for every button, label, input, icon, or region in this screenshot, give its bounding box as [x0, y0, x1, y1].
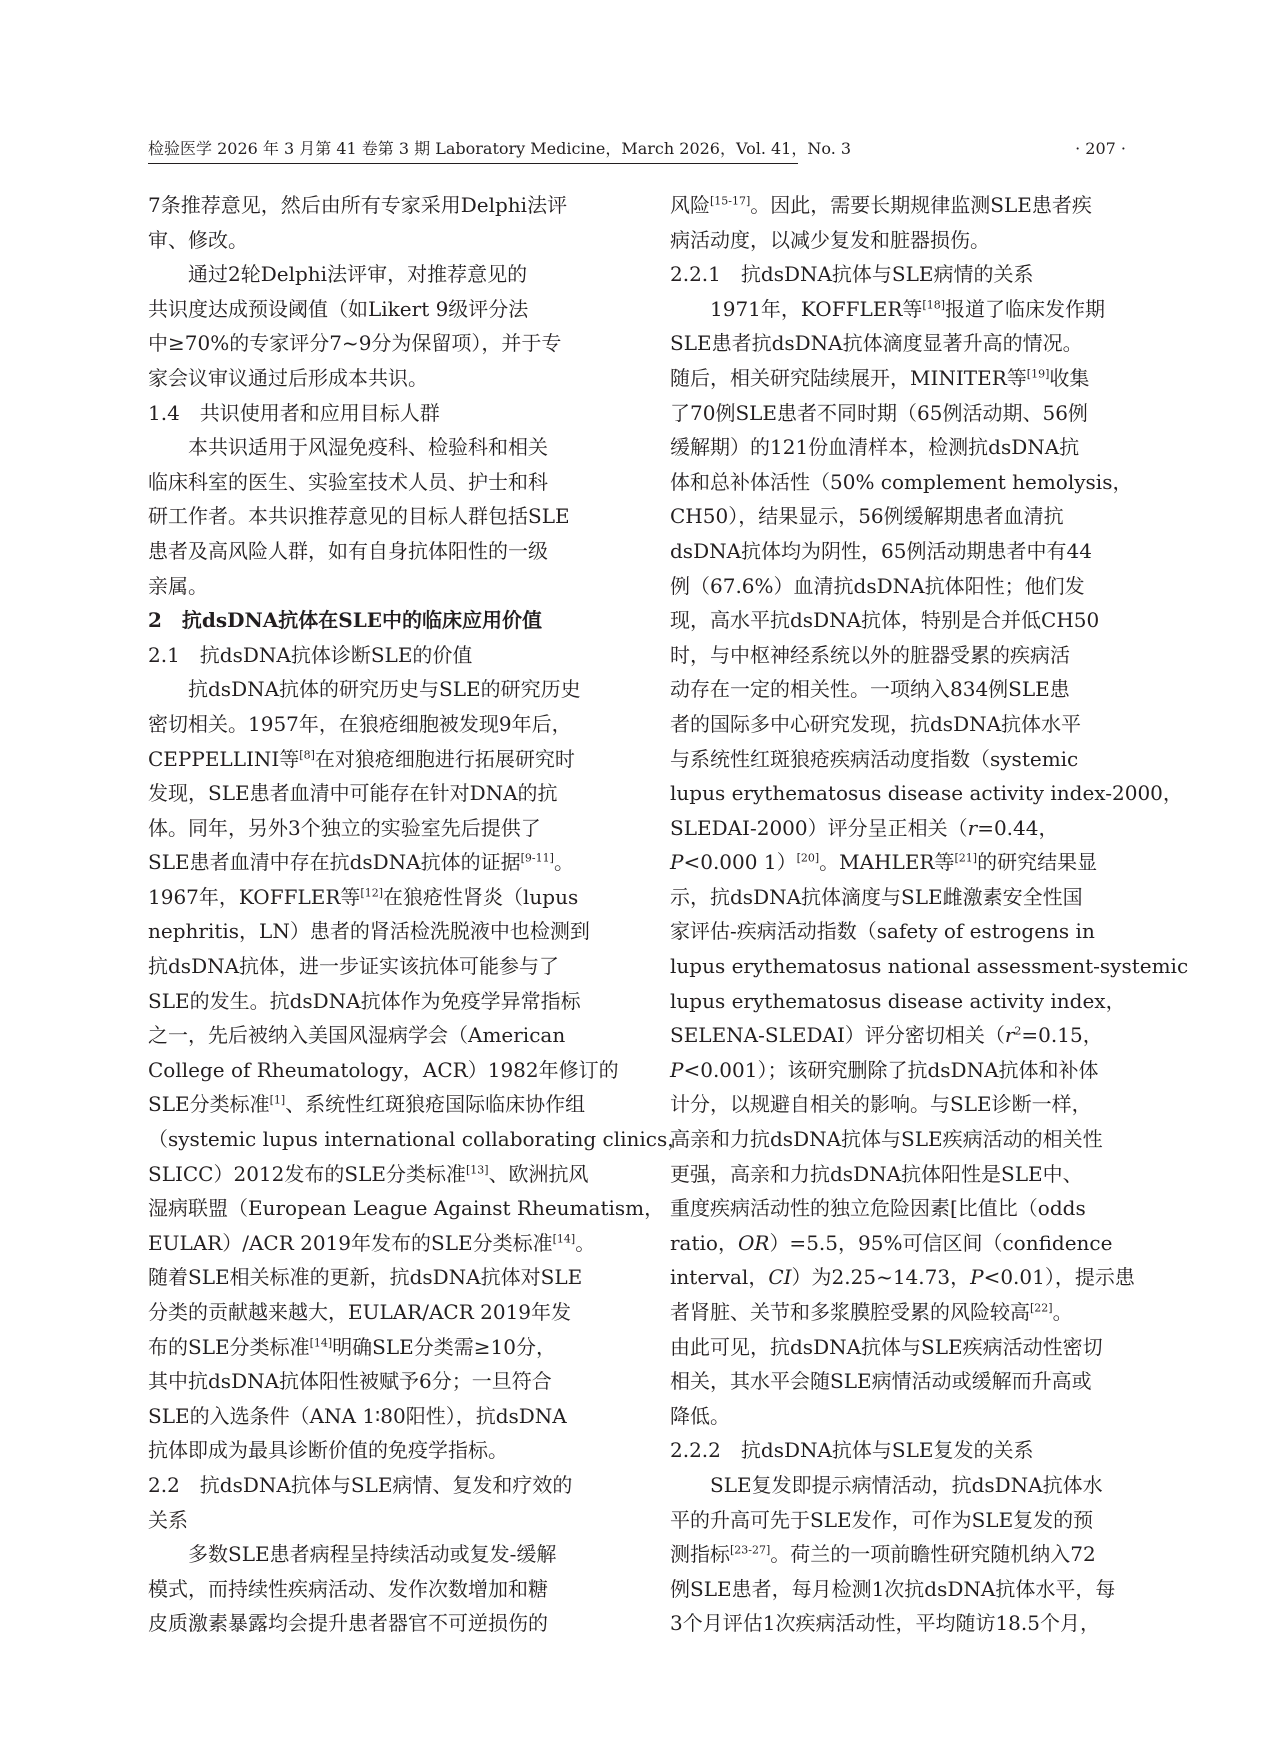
text-run: 随后，相关研究陆续展开，MINITER等: [670, 365, 1027, 390]
citation-ref: [15-17]: [710, 194, 751, 208]
paragraph-start: [670, 292, 1130, 327]
section-heading-1-4: 1.4 共识使用者和应用目标人群: [148, 400, 440, 425]
text-line: 时，与中枢神经系统以外的脏器受累的疾病活: [670, 642, 1070, 667]
stat-symbol: P: [670, 1057, 684, 1082]
text-line: [670, 1226, 1130, 1261]
text-line: 抗体即成为最具诊断价值的免疫学指标。: [148, 1438, 508, 1463]
text-line: （systemic lupus international collaborating clinics，: [148, 1127, 688, 1152]
citation-ref: [14]: [552, 1232, 576, 1246]
text-run: 、欧洲抗风: [488, 1161, 589, 1186]
text-line: CH50），结果显示，56例缓解期患者血清抗: [670, 504, 1064, 529]
text-line: SLE的入选条件（ANA 1∶80阳性），抗dsDNA: [148, 1403, 567, 1428]
text-line: 病活动度，以减少复发和脏器损伤。: [670, 227, 990, 252]
paragraph-start: 本共识适用于风湿免疫科、检验科和相关: [188, 435, 548, 460]
text-line: 平的升高可先于SLE发作，可作为SLE复发的预: [670, 1507, 1094, 1532]
stat-symbol: OR: [737, 1230, 770, 1255]
text-line: 审、修改。: [148, 227, 248, 252]
text-line: [670, 1053, 1130, 1088]
text-run: 。: [1052, 1300, 1073, 1324]
citation-ref: [23-27]: [730, 1543, 771, 1557]
text-line: 随着SLE相关标准的更新，抗dsDNA抗体对SLE: [148, 1265, 583, 1290]
text-run: =0.15，: [1021, 1023, 1103, 1048]
text-line: 亲属。: [148, 573, 208, 598]
text-run: SLEDAI-2000）评分呈正相关（: [670, 815, 968, 840]
left-column: [148, 188, 688, 1641]
text-line: 中≥70%的专家评分7~9分为保留项），并于专: [148, 331, 562, 356]
text-line: 相关，其水平会随SLE病情活动或缓解而升高或: [670, 1369, 1092, 1394]
citation-ref: [20]: [796, 851, 820, 865]
text-line: 体和总补体活性（50% complement hemolysis，: [670, 469, 1133, 494]
text-line: 3个月评估1次疾病活动性，平均随访18.5个月，: [670, 1611, 1100, 1636]
text-run: 、系统性红斑狼疮国际临床协作组: [285, 1092, 586, 1117]
text-run: SLE患者血清中存在抗dsDNA抗体的证据: [148, 850, 521, 875]
section-heading-2: 2 抗dsDNA抗体在SLE中的临床应用价值: [148, 608, 543, 633]
citation-ref: [8]: [299, 747, 315, 761]
text-line: [148, 1330, 608, 1365]
text-run: CEPPELLINI等: [148, 746, 300, 771]
citation-ref: [13]: [465, 1162, 489, 1176]
stat-symbol: r: [1004, 1023, 1015, 1048]
paragraph-start: 抗dsDNA抗体的研究历史与SLE的研究历史: [188, 677, 581, 702]
text-line: 临床科室的医生、实验室技术人员、护士和科: [148, 469, 548, 494]
text-line: 重度疾病活动性的独立危险因素[比值比（odds: [670, 1196, 1086, 1221]
text-line: 家会议审议通过后形成本共识。: [148, 365, 428, 390]
text-line: 分类的贡献越来越大，EULAR/ACR 2019年发: [148, 1300, 572, 1324]
text-run: SELENA-SLEDAI）评分密切相关（: [670, 1023, 1005, 1048]
text-line: 7条推荐意见，然后由所有专家采用Delphi法评: [148, 193, 568, 217]
citation-ref: [22]: [1030, 1301, 1053, 1315]
text-run: 报道了临床发作期: [945, 296, 1105, 321]
section-heading-2-2-2: 2.2.2 抗dsDNA抗体与SLE复发的关系: [670, 1438, 1034, 1463]
text-line: 之一，先后被纳入美国风湿病学会（American: [148, 1023, 566, 1048]
text-line: 共识度达成预设阈值（如Likert 9级评分法: [148, 296, 529, 321]
text-run: 在对狼疮细胞进行拓展研究时: [314, 746, 575, 771]
citation-ref: [21]: [954, 851, 978, 865]
stat-symbol: CI: [768, 1265, 792, 1290]
text-line: dsDNA抗体均为阴性，65例活动期患者中有44: [670, 538, 1092, 563]
paragraph-start: 多数SLE患者病程呈持续活动或复发-缓解: [188, 1542, 557, 1567]
text-run: <0.01），提示患: [983, 1265, 1135, 1290]
text-line: 例（67.6%）血清抗dsDNA抗体阳性；他们发: [670, 573, 1085, 598]
text-line: [148, 880, 608, 915]
text-line: [670, 1537, 1130, 1572]
stat-symbol: r: [967, 815, 978, 840]
text-line: 家评估-疾病活动指数（safety of estrogens in: [670, 919, 1095, 944]
text-run: <0.000 1）: [683, 850, 797, 875]
text-line: 密切相关。1957年，在狼疮细胞被发现9年后，: [148, 711, 572, 736]
text-line: College of Rheumatology，ACR）1982年修订的: [148, 1057, 619, 1082]
text-line: [148, 845, 608, 880]
text-line: 例SLE患者，每月检测1次抗dsDNA抗体水平，每: [670, 1576, 1116, 1601]
paragraph-start: SLE复发即提示病情活动，抗dsDNA抗体水: [710, 1472, 1103, 1497]
citation-ref: [18]: [922, 298, 945, 312]
text-line: 研工作者。本共识推荐意见的目标人群包括SLE: [148, 504, 570, 529]
text-line: 者的国际多中心研究发现，抗dsDNA抗体水平: [670, 711, 1082, 736]
right-column: [670, 188, 1189, 1641]
text-line: 抗dsDNA抗体，进一步证实该抗体可能参与了: [148, 954, 560, 979]
text-run: 者肾脏、关节和多浆膜腔受累的风险较高: [670, 1300, 1030, 1324]
text-line: 体。同年，另外3个独立的实验室先后提供了: [148, 815, 541, 840]
text-run: 在狼疮性肾炎（lupus: [383, 884, 579, 909]
text-line: 现，高水平抗dsDNA抗体，特别是合并低CH50: [670, 608, 1100, 633]
text-run: <0.001）；该研究删除了抗dsDNA抗体和补体: [683, 1057, 1099, 1082]
text-run: 。MAHLER等: [819, 850, 955, 875]
text-line: 高亲和力抗dsDNA抗体与SLE疾病活动的相关性: [670, 1127, 1103, 1152]
text-line: 示，抗dsDNA抗体滴度与SLE雌激素安全性国: [670, 884, 1083, 909]
section-heading-2-1: 2.1 抗dsDNA抗体诊断SLE的价值: [148, 642, 473, 667]
text-line: 患者及高风险人群，如有自身抗体阳性的一级: [148, 538, 548, 563]
text-run: 。因此，需要长期规律监测SLE患者疾: [750, 193, 1092, 217]
text-run: SLE分类标准: [148, 1092, 270, 1117]
text-line: 模式，而持续性疾病活动、发作次数增加和糖: [148, 1576, 548, 1601]
text-line: 湿病联盟（European League Against Rheumatism，: [148, 1196, 665, 1221]
text-line: 缓解期）的121份血清样本，检测抗dsDNA抗: [670, 435, 1080, 460]
running-header: [148, 134, 1126, 164]
text-line: 动存在一定的相关性。一项纳入834例SLE患: [670, 677, 1070, 702]
text-run: EULAR）/ACR 2019年发布的SLE分类标准: [148, 1230, 553, 1255]
stat-symbol: P: [670, 850, 684, 875]
superscript: 2: [1014, 1024, 1022, 1038]
text-line: [148, 1226, 608, 1261]
text-run: 明确SLE分类需≥10分，: [332, 1334, 556, 1359]
text-line: [148, 742, 608, 777]
text-run: ratio，: [670, 1230, 738, 1255]
text-line: [670, 845, 1130, 880]
citation-ref: [9-11]: [520, 851, 554, 865]
paragraph-start: 通过2轮Delphi法评审，对推荐意见的: [188, 262, 528, 287]
text-line: [148, 1087, 608, 1122]
citation-ref: [12]: [360, 886, 383, 900]
text-line: 更强，高亲和力抗dsDNA抗体阳性是SLE中、: [670, 1161, 1083, 1186]
citation-ref: [19]: [1026, 367, 1050, 381]
text-run: SLICC）2012发布的SLE分类标准: [148, 1161, 466, 1186]
section-heading-2-2-cont: 关系: [148, 1507, 188, 1532]
page-number: · 207 ·: [1075, 139, 1126, 158]
text-run: interval，: [670, 1265, 769, 1290]
section-heading-2-2: 2.2 抗dsDNA抗体与SLE病情、复发和疗效的: [148, 1472, 573, 1497]
text-line: SLE患者抗dsDNA抗体滴度显著升高的情况。: [670, 331, 1083, 356]
text-line: [670, 1018, 1130, 1053]
text-line: 其中抗dsDNA抗体阳性被赋予6分；一旦符合: [148, 1369, 552, 1394]
text-run: =0.44，: [977, 815, 1059, 840]
text-line: 计分，以规避自相关的影响。与SLE诊断一样，: [670, 1092, 1092, 1117]
text-line: 与系统性红斑狼疮疾病活动度指数（systemic: [670, 746, 1079, 771]
journal-citation: 检验医学 2026 年 3 月第 41 卷第 3 期 Laboratory Medicine，March 2026，Vol. 41，No. 3: [148, 139, 852, 158]
text-run: ）=5.5，95%可信区间（confidence: [769, 1230, 1113, 1255]
text-line: [670, 811, 1130, 846]
text-run: 收集: [1049, 365, 1090, 390]
citation-ref: [14]: [309, 1335, 333, 1349]
text-line: 发现，SLE患者血清中可能存在针对DNA的抗: [148, 781, 558, 806]
text-line: [670, 361, 1130, 396]
text-line: [670, 188, 1130, 223]
text-line: 了70例SLE患者不同时期（65例活动期、56例: [670, 400, 1088, 425]
text-run: 的研究结果显: [977, 850, 1098, 875]
text-line: lupus erythematosus national assessment-systemic: [670, 954, 1189, 979]
text-run: 测指标: [670, 1542, 730, 1567]
text-run: 风险: [670, 193, 710, 217]
text-run: 。: [553, 850, 574, 875]
text-run: 1971年，KOFFLER等: [710, 296, 923, 321]
text-line: SLE的发生。抗dsDNA抗体作为免疫学异常指标: [148, 988, 581, 1013]
text-line: 皮质激素暴露均会提升患者器官不可逆损伤的: [148, 1611, 548, 1636]
text-run: 。: [575, 1230, 596, 1255]
text-line: 降低。: [670, 1403, 730, 1428]
stat-symbol: P: [970, 1265, 984, 1290]
text-line: [670, 1295, 1130, 1330]
text-run: 布的SLE分类标准: [148, 1334, 310, 1359]
header-rule: [148, 163, 798, 164]
text-line: [670, 1260, 1135, 1295]
text-run: 。荷兰的一项前瞻性研究随机纳入72: [770, 1542, 1096, 1567]
text-line: lupus erythematosus disease activity index，: [670, 988, 1126, 1013]
text-line: 由此可见，抗dsDNA抗体与SLE疾病活动性密切: [670, 1334, 1103, 1359]
section-heading-2-2-1: 2.2.1 抗dsDNA抗体与SLE病情的关系: [670, 262, 1034, 287]
text-line: lupus erythematosus disease activity index-2000，: [670, 781, 1183, 806]
text-line: nephritis，LN）患者的肾活检洗脱液中也检测到: [148, 919, 590, 944]
text-line: [148, 1157, 608, 1192]
citation-ref: [1]: [269, 1093, 286, 1107]
text-run: ）为2.25~14.73，: [791, 1265, 971, 1290]
text-run: 1967年，KOFFLER等: [148, 884, 361, 909]
